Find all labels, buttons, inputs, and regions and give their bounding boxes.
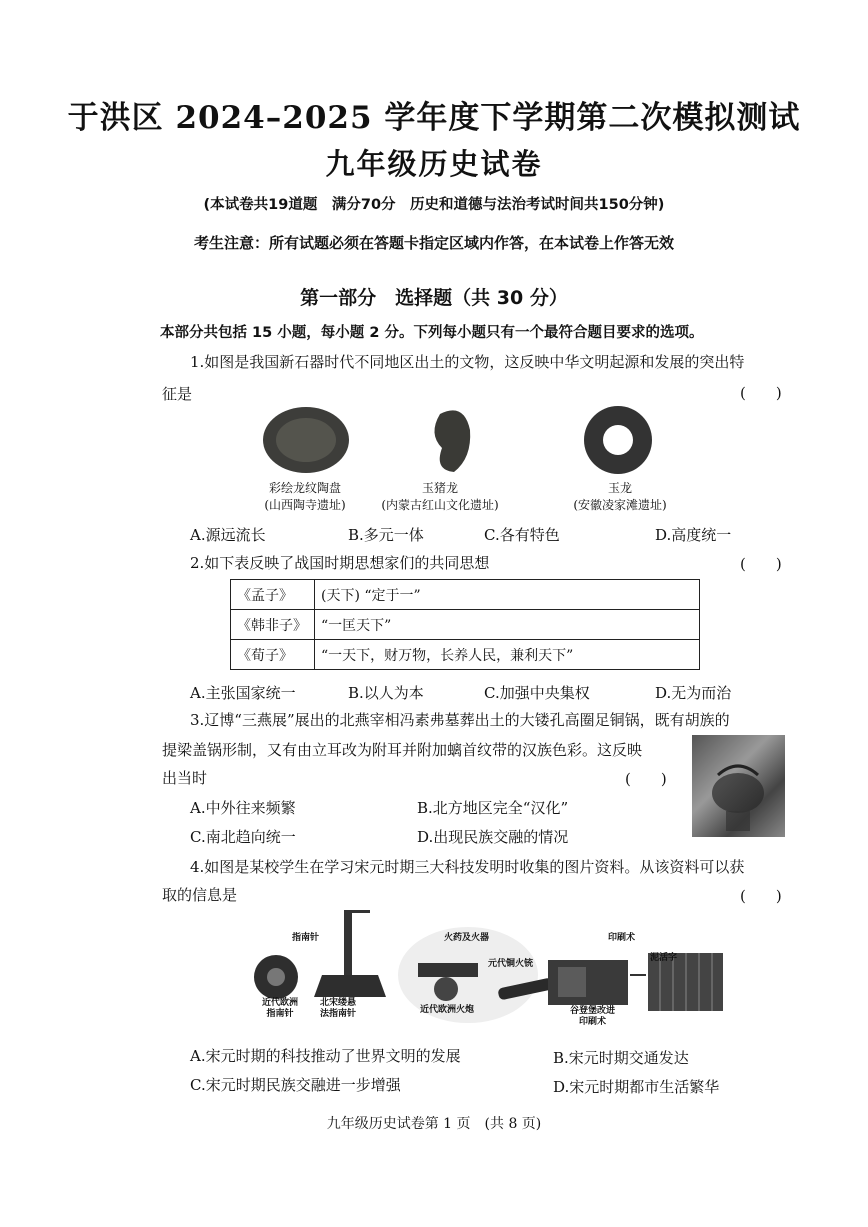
- q1-answer-paren: ( ): [740, 384, 782, 402]
- q3-text-line1: 3.辽博“三燕展”展出的北燕宰相冯素弗墓葬出土的大镂孔高圈足铜锅，既有胡族的: [190, 711, 730, 729]
- exam-subtitle: 九年级历史试卷: [325, 147, 543, 181]
- table-cell-source: 《韩非子》: [231, 610, 315, 640]
- label-compass-eu: 近代欧洲 指南针: [262, 998, 299, 1019]
- q3-text-line2: 提梁盖锅形制，又有由立耳改为附耳并附加螭首纹带的汉族色彩。这反映: [162, 741, 643, 759]
- bronze-pot-icon: [692, 735, 785, 837]
- q1-option-b: B.多元一体: [348, 526, 424, 544]
- q1-option-d: D.高度统一: [655, 526, 732, 544]
- q3-text-line3: 出当时: [162, 769, 208, 787]
- exam-notice: 考生注意：所有试题必须在答题卡指定区域内作答，在本试卷上作答无效: [193, 234, 674, 252]
- q2-option-b: B.以人为本: [348, 684, 424, 702]
- table-row: [231, 580, 700, 610]
- label-gunpowder: 火药及火器: [444, 933, 490, 943]
- artifact-3-site: (安徽凌家滩遗址): [573, 498, 667, 512]
- label-yuan-gun: 元代铜火铳: [488, 959, 534, 969]
- artifact-2-site: (内蒙古红山文化遗址): [381, 498, 499, 512]
- label-compass-song: 北宋缕悬 法指南针: [320, 998, 357, 1019]
- q4-text-line1: 4.如图是某校学生在学习宋元时期三大科技发明时收集的图片资料。从该资料可以获: [190, 858, 745, 876]
- q2-text: 2.如下表反映了战国时期思想家们的共同思想: [190, 554, 490, 572]
- artifact-2-name: 玉猪龙: [421, 481, 458, 495]
- table-cell-quote: “一匡天下”: [315, 610, 700, 640]
- exam-title: 于洪区 2024–2025 学年度下学期第二次模拟测试: [67, 100, 801, 136]
- table-cell-quote: “一天下，财万物，长养人民，兼利天下”: [315, 640, 700, 670]
- q4-option-b: B.宋元时期交通发达: [553, 1049, 689, 1067]
- q3-option-b: B.北方地区完全“汉化”: [417, 799, 569, 817]
- q3-answer-paren: ( ): [625, 770, 667, 788]
- q4-option-d: D.宋元时期都市生活繁华: [553, 1078, 720, 1096]
- q2-table: [230, 579, 700, 670]
- table-cell-source: 《孟子》: [231, 580, 315, 610]
- q4-option-a: A.宋元时期的科技推动了世界文明的发展: [190, 1047, 461, 1065]
- q1-option-c: C.各有特色: [484, 526, 560, 544]
- exam-info: (本试卷共19道题 满分70分 历史和道德与法治考试时间共150分钟): [203, 197, 665, 213]
- label-eu-cannon: 近代欧洲火炮: [420, 1005, 475, 1015]
- q2-option-d: D.无为而治: [655, 684, 732, 702]
- q4-answer-paren: ( ): [740, 887, 782, 905]
- q1-text-line2: 征是: [162, 385, 193, 403]
- table-cell-quote: (天下) “定于一”: [315, 580, 700, 610]
- jade-pig-dragon-image: [434, 410, 470, 472]
- bronze-pot-photo: [692, 735, 785, 837]
- part-heading: 第一部分 选择题（共 30 分）: [300, 287, 568, 309]
- q2-option-a: A.主张国家统一: [190, 684, 296, 702]
- q3-option-a: A.中外往来频繁: [190, 799, 296, 817]
- cannon-icon: [418, 963, 478, 977]
- q4-text-line2: 取的信息是: [162, 886, 238, 904]
- q1-artifacts-figure: [258, 402, 698, 478]
- label-printing: 印刷术: [608, 933, 636, 943]
- table-cell-source: 《荀子》: [231, 640, 315, 670]
- artifact-1-name: 彩绘龙纹陶盘: [268, 481, 341, 495]
- q2-answer-paren: ( ): [740, 555, 782, 573]
- q4-option-c: C.宋元时期民族交融进一步增强: [190, 1076, 401, 1094]
- q1-text-line1: 1.如图是我国新石器时代不同地区出土的文物，这反映中华文明起源和发展的突出特: [190, 353, 745, 371]
- part-instructions: 本部分共包括 15 小题，每小题 2 分。下列每小题只有一个最符合题目要求的选项。: [160, 325, 704, 341]
- label-movable-type: 泥活字: [650, 953, 678, 963]
- table-row: [231, 640, 700, 670]
- artifact-3-name: 玉龙: [607, 481, 632, 495]
- hanging-compass-icon: [314, 975, 386, 997]
- label-compass: 指南针: [292, 933, 320, 943]
- table-row: [231, 610, 700, 640]
- q3-option-c: C.南北趋向统一: [190, 828, 296, 846]
- q1-option-a: A.源远流长: [190, 526, 266, 544]
- q2-option-c: C.加强中央集权: [484, 684, 590, 702]
- q3-option-d: D.出现民族交融的情况: [417, 828, 569, 846]
- artifact-1-site: (山西陶寺遗址): [264, 498, 346, 512]
- label-gutenberg: 谷登堡改进 印刷术: [570, 1006, 616, 1027]
- page-footer: 九年级历史试卷第 1 页 (共 8 页): [326, 1116, 542, 1132]
